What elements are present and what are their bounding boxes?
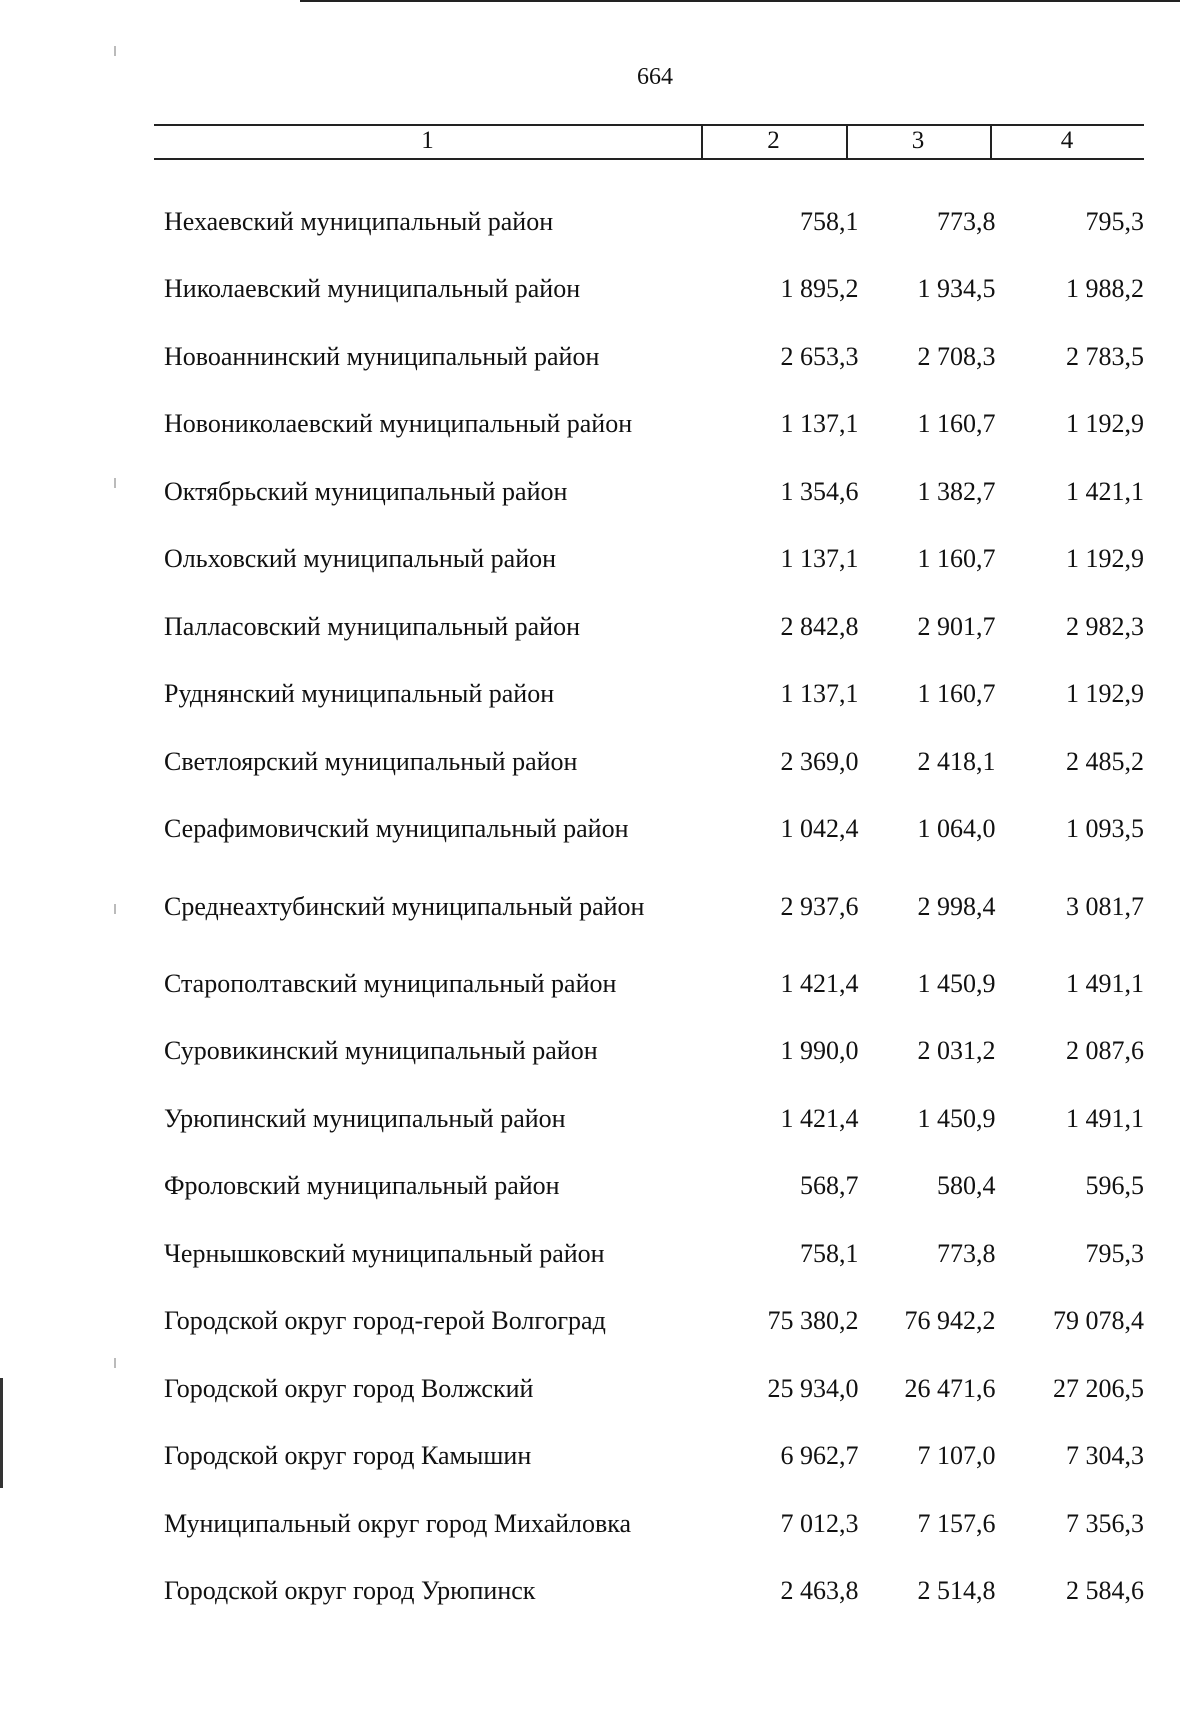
table-row (154, 1355, 1144, 1423)
value-col-3: 7 157,6 (917, 1508, 996, 1538)
value-col-3: 26 471,6 (904, 1373, 996, 1403)
column-header-2: 2 (767, 127, 780, 154)
table-row (154, 728, 1144, 796)
row-label: Фроловский муниципальный район (164, 1171, 560, 1201)
value-col-4: 2 982,3 (1065, 611, 1144, 641)
value-col-3: 580,4 (937, 1171, 996, 1201)
value-col-2: 1 137,1 (780, 544, 859, 574)
margin-tick (114, 904, 116, 914)
table-row (154, 1288, 1144, 1356)
row-label: Новоаннинский муниципальный район (164, 341, 600, 371)
column-divider (701, 126, 703, 158)
table-row (154, 950, 1144, 1018)
value-col-4: 1 491,1 (1065, 1103, 1144, 1133)
table-row (154, 796, 1144, 864)
margin-tick (114, 478, 116, 488)
table-header-row (154, 124, 1144, 160)
value-col-4: 3 081,7 (1065, 891, 1144, 921)
value-col-3: 773,8 (937, 1238, 996, 1268)
scan-edge-line (300, 0, 1180, 2)
value-col-4: 1 421,1 (1065, 476, 1144, 506)
value-col-4: 1 093,5 (1065, 814, 1144, 844)
value-col-4: 79 078,4 (1052, 1306, 1144, 1336)
value-col-4: 7 304,3 (1065, 1441, 1144, 1471)
value-col-3: 76 942,2 (904, 1306, 996, 1336)
value-col-4: 795,3 (1085, 1238, 1144, 1268)
table-row (154, 1558, 1144, 1626)
value-col-2: 2 842,8 (780, 611, 859, 641)
row-label: Муниципальный округ город Михайловка (164, 1508, 632, 1538)
table-body (154, 188, 1144, 1625)
row-label: Среднеахтубинский муниципальный район (164, 891, 645, 921)
table-row (154, 391, 1144, 459)
value-col-2: 2 463,8 (780, 1576, 859, 1606)
table-row (154, 593, 1144, 661)
table-row (154, 1220, 1144, 1288)
value-col-4: 1 988,2 (1065, 274, 1144, 304)
value-col-4: 795,3 (1085, 206, 1144, 236)
table-row (154, 1423, 1144, 1491)
value-col-3: 2 418,1 (917, 746, 996, 776)
row-label: Старополтавский муниципальный район (164, 968, 617, 998)
value-col-2: 1 354,6 (780, 476, 859, 506)
value-col-3: 1 450,9 (917, 968, 996, 998)
table-row (154, 1153, 1144, 1221)
row-label: Урюпинский муниципальный район (164, 1103, 566, 1133)
value-col-4: 2 485,2 (1065, 746, 1144, 776)
margin-tick (114, 46, 116, 56)
column-header-3: 3 (911, 127, 925, 154)
value-col-3: 2 031,2 (917, 1036, 996, 1066)
value-col-2: 75 380,2 (767, 1306, 859, 1336)
value-col-4: 1 192,9 (1065, 544, 1144, 574)
value-col-2: 568,7 (800, 1171, 859, 1201)
value-col-4: 2 087,6 (1065, 1036, 1144, 1066)
margin-tick (114, 1358, 116, 1368)
value-col-3: 7 107,0 (917, 1441, 996, 1471)
table-row (154, 526, 1144, 594)
value-col-3: 1 382,7 (917, 476, 996, 506)
row-label: Чернышковский муниципальный район (164, 1238, 605, 1268)
row-label: Городской округ город Урюпинск (164, 1576, 536, 1606)
value-col-3: 2 998,4 (917, 891, 996, 921)
data-table (154, 124, 1144, 1625)
value-col-3: 1 160,7 (917, 679, 996, 709)
value-col-2: 1 042,4 (780, 814, 859, 844)
value-col-2: 2 369,0 (780, 746, 859, 776)
column-divider (990, 126, 992, 158)
value-col-4: 27 206,5 (1052, 1373, 1144, 1403)
value-col-3: 2 901,7 (917, 611, 996, 641)
value-col-2: 1 137,1 (780, 409, 859, 439)
row-label: Ольховский муниципальный район (164, 544, 557, 574)
value-col-2: 2 653,3 (780, 341, 859, 371)
value-col-2: 758,1 (800, 1238, 859, 1268)
column-divider (846, 126, 848, 158)
value-col-2: 7 012,3 (780, 1508, 859, 1538)
value-col-4: 2 783,5 (1065, 341, 1144, 371)
row-label: Серафимовичский муниципальный район (164, 814, 629, 844)
value-col-2: 1 895,2 (780, 274, 859, 304)
value-col-3: 1 934,5 (917, 274, 996, 304)
row-label: Светлоярский муниципальный район (164, 746, 578, 776)
value-col-3: 2 708,3 (917, 341, 996, 371)
table-row (154, 458, 1144, 526)
value-col-2: 758,1 (800, 206, 859, 236)
row-label: Суровикинский муниципальный район (164, 1036, 598, 1066)
row-label: Городской округ город Волжский (164, 1373, 534, 1403)
page-number: 664 (637, 64, 673, 90)
row-label: Палласовский муниципальный район (164, 611, 580, 641)
value-col-4: 1 192,9 (1065, 679, 1144, 709)
value-col-2: 25 934,0 (767, 1373, 859, 1403)
value-col-4: 1 491,1 (1065, 968, 1144, 998)
table-row (154, 188, 1144, 256)
row-label: Николаевский муниципальный район (164, 274, 581, 304)
table-row (154, 323, 1144, 391)
value-col-3: 1 064,0 (917, 814, 996, 844)
value-col-3: 1 450,9 (917, 1103, 996, 1133)
table-row (154, 1018, 1144, 1086)
value-col-3: 2 514,8 (917, 1576, 996, 1606)
value-col-2: 1 421,4 (780, 968, 859, 998)
table-row (154, 1085, 1144, 1153)
row-label: Октябрьский муниципальный район (164, 476, 568, 506)
value-col-2: 6 962,7 (780, 1441, 859, 1471)
value-col-3: 773,8 (937, 206, 996, 236)
table-row (154, 661, 1144, 729)
value-col-2: 1 421,4 (780, 1103, 859, 1133)
row-label: Новониколаевский муниципальный район (164, 409, 633, 439)
value-col-3: 1 160,7 (917, 544, 996, 574)
row-label: Руднянский муниципальный район (164, 679, 555, 709)
row-label: Нехаевский муниципальный район (164, 206, 554, 236)
scan-edge-mark (0, 1378, 3, 1488)
table-row (154, 256, 1144, 324)
value-col-2: 2 937,6 (780, 891, 859, 921)
value-col-2: 1 137,1 (780, 679, 859, 709)
column-header-1: 1 (421, 127, 434, 154)
value-col-4: 2 584,6 (1065, 1576, 1144, 1606)
row-label: Городской округ город Камышин (164, 1441, 532, 1471)
value-col-4: 596,5 (1085, 1171, 1144, 1201)
table-row (154, 863, 1144, 950)
value-col-3: 1 160,7 (917, 409, 996, 439)
value-col-4: 1 192,9 (1065, 409, 1144, 439)
table-row (154, 1490, 1144, 1558)
value-col-2: 1 990,0 (780, 1036, 859, 1066)
column-header-4: 4 (1060, 127, 1074, 154)
row-label: Городской округ город-герой Волгоград (164, 1306, 606, 1336)
value-col-4: 7 356,3 (1065, 1508, 1144, 1538)
